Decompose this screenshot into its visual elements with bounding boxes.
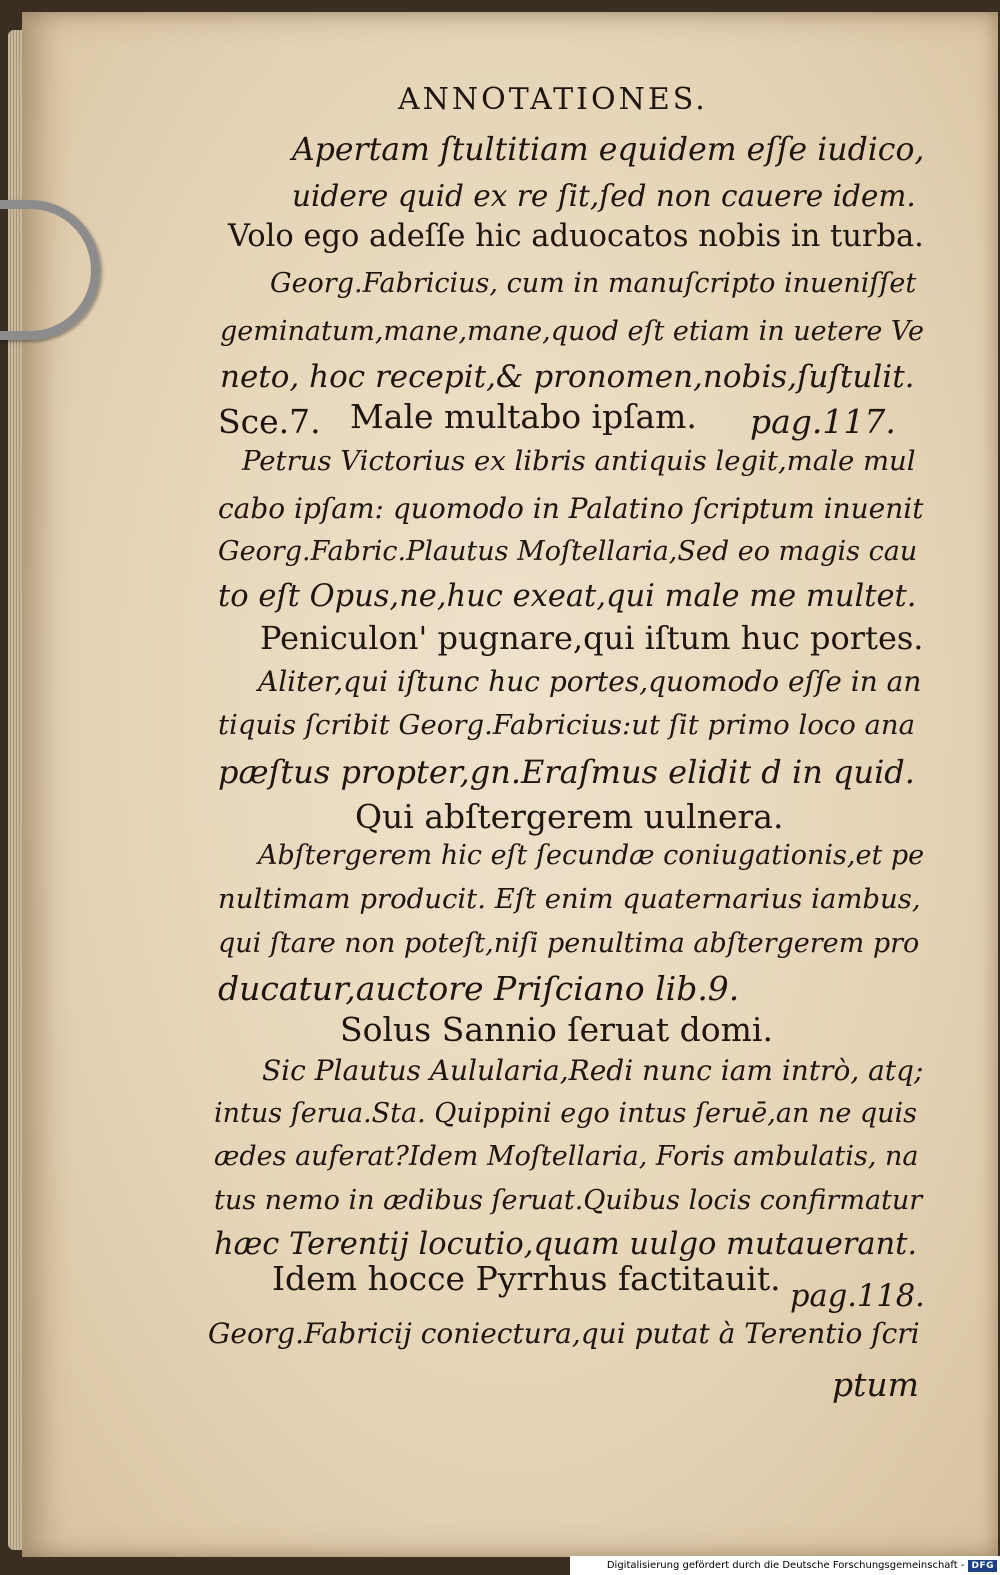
text-line: Sic Plautus Aulularia,Redi nunc iam intrò, atq; [262,1054,924,1087]
catchword: ptum [832,1365,919,1404]
text-line: Peniculon' pugnare,qui iſtum huc portes. [260,619,924,657]
digitization-credit [570,1556,1000,1575]
text-line: Abſtergerem hic eſt ſecundæ coniugationis,et pe [258,840,925,871]
text-line: tiquis ſcribit Georg.Fabricius:ut ſit primo loco ana [218,709,915,741]
dfg-logo: DFG [968,1560,997,1572]
text-line: Apertam ſtultitiam equidem eſſe iudico, [292,132,925,168]
text-line: ædes auferat?Idem Moſtellaria, Foris ambulatis, na [214,1141,919,1172]
text-line: ducatur,auctore Priſciano lib.9. [218,969,740,1008]
text-line: Volo ego adeſſe hic aduocatos nobis in turba. [228,219,924,254]
page-reference: pag.118. [790,1279,925,1314]
text-line: Solus Sannio ſeruat domi. [340,1010,773,1049]
page-reference: pag.117. [750,402,896,441]
text-line: intus ſerua.Sta. Quippini ego intus ſeruē,an ne quis [214,1098,918,1129]
text-line: Georg.Fabricius, cum in manuſcripto inueniſſet [270,268,917,299]
text-line: pæſtus propter,gn.Eraſmus elidit d in quid. [218,753,915,791]
text-line: hæc Terentij locutio,quam uulgo mutauerant. [214,1227,918,1262]
text-line: neto, hoc recepit,& pronomen,nobis,ſuſtulit. [220,359,915,395]
text-line: Georg.Fabric.Plautus Moſtellaria,Sed eo magis cau [218,536,918,567]
text-line: cabo ipſam: quomodo in Palatino ſcriptum inuenit [218,492,924,525]
text-line: Qui abſtergerem uulnera. [355,797,784,836]
credit-text: Digitalisierung gefördert durch die Deutsche Forschungsgemeinschaft - [606,1560,965,1571]
running-header: ANNOTATIONES. [398,82,708,117]
text-line: Male multabo ipſam. [350,397,697,436]
text-line: uidere quid ex re ſit,ſed non cauere idem. [292,179,916,213]
text-line: Petrus Victorius ex libris antiquis legit,male mul [242,445,916,477]
scene-label: Sce.7. [218,402,321,441]
text-line: Georg.Fabricij coniectura,qui putat à Terentio ſcri [208,1317,920,1350]
text-line: tus nemo in ædibus ſeruat.Quibus locis confirmatur [214,1185,923,1216]
text-line: nultimam producit. Eſt enim quaternarius iambus, [218,883,921,915]
text-line: Idem hocce Pyrrhus factitauit. [272,1259,781,1298]
text-line: geminatum,mane,mane,quod eſt etiam in uetere Ve [220,316,924,347]
text-line: qui ſtare non poteſt,niſi penultima abſtergerem pro [218,928,920,959]
text-line: to eſt Opus,ne,huc exeat,qui male me multet. [218,579,917,614]
text-line: Aliter,qui iſtunc huc portes,quomodo eſſe in an [258,665,922,698]
